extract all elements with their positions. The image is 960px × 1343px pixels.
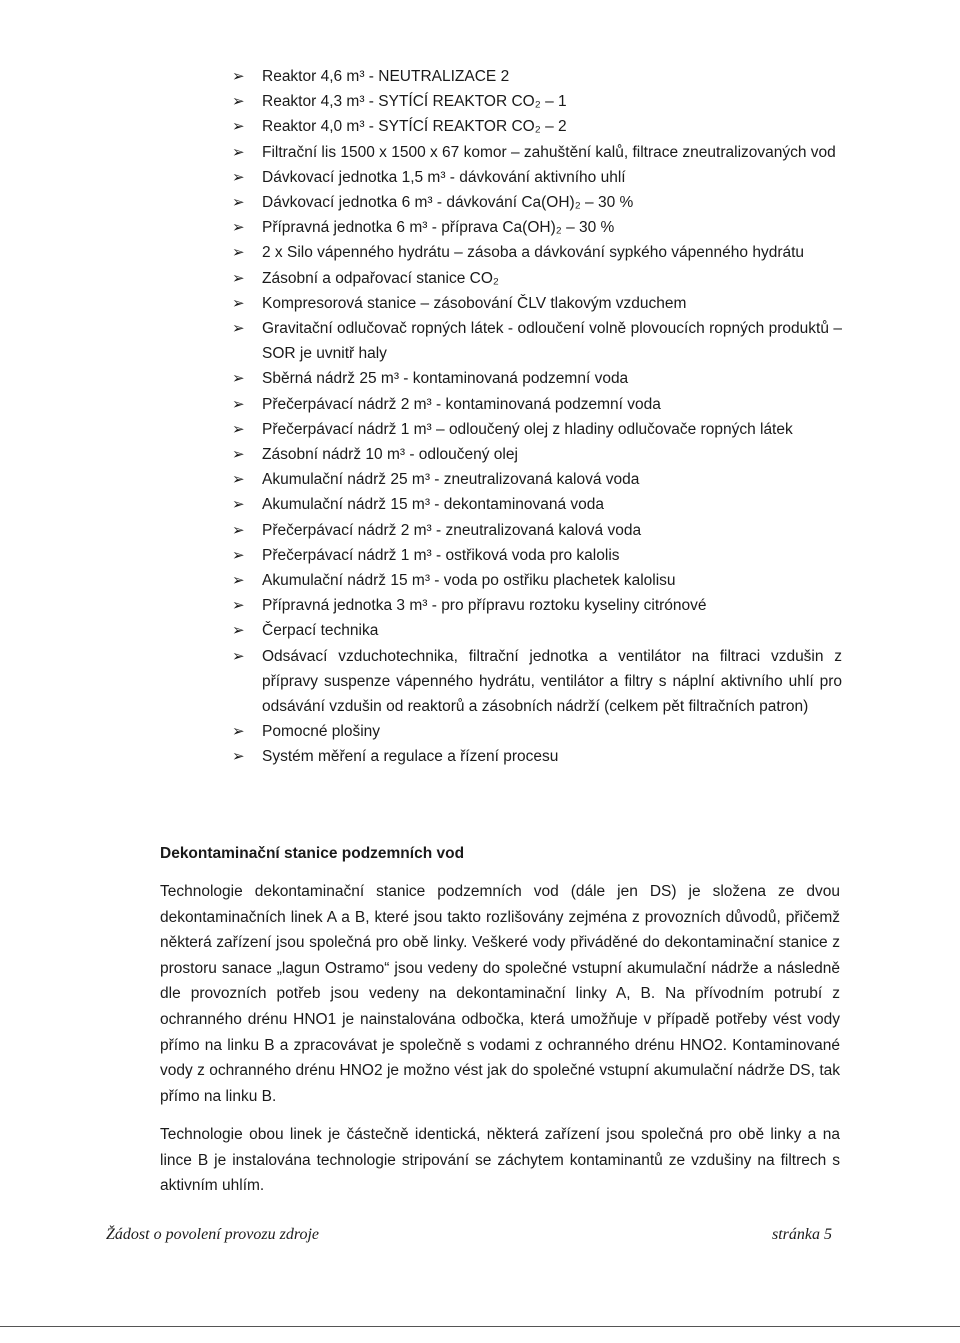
footer-divider xyxy=(0,1326,960,1327)
arrow-bullet-icon: ➢ xyxy=(232,521,245,539)
list-item: ➢ Dávkovací jednotka 6 m³ - dávkování Ca(OH)₂ – 30 % xyxy=(230,190,842,215)
list-item: ➢ Sběrná nádrž 25 m³ - kontaminovaná podzemní voda xyxy=(230,366,842,391)
list-item: ➢ Akumulační nádrž 25 m³ - zneutralizovaná kalová voda xyxy=(230,467,842,492)
arrow-bullet-icon: ➢ xyxy=(232,118,245,136)
list-item: ➢ Přečerpávací nádrž 1 m³ - ostřiková voda pro kalolis xyxy=(230,543,842,568)
arrow-bullet-icon: ➢ xyxy=(232,546,245,564)
arrow-bullet-icon: ➢ xyxy=(232,194,245,212)
arrow-bullet-icon: ➢ xyxy=(232,622,245,640)
list-item: ➢ 2 x Silo vápenného hydrátu – zásoba a dávkování sypkého vápenného hydrátu xyxy=(230,240,842,265)
list-item: ➢ Přípravná jednotka 6 m³ - příprava Ca(OH)₂ – 30 % xyxy=(230,215,842,240)
arrow-bullet-icon: ➢ xyxy=(232,269,245,287)
arrow-bullet-icon: ➢ xyxy=(232,723,245,741)
list-item: ➢ Přečerpávací nádrž 2 m³ - kontaminovaná podzemní voda xyxy=(230,392,842,417)
arrow-bullet-icon: ➢ xyxy=(232,496,245,514)
arrow-bullet-icon: ➢ xyxy=(232,395,245,413)
paragraph-2: Technologie obou linek je částečně identická, některá zařízení jsou společná pro obě linky a na lince B je instalována technologie stripování se záchytem kontaminantů ze vzdušiny na filtrech s aktivním uhlím. xyxy=(160,1126,840,1195)
list-item: ➢ Zásobní a odpařovací stanice CO₂ xyxy=(230,266,842,291)
list-item: ➢ Přečerpávací nádrž 2 m³ - zneutralizovaná kalová voda xyxy=(230,518,842,543)
list-item: ➢ Dávkovací jednotka 1,5 m³ - dávkování aktivního uhlí xyxy=(230,165,842,190)
arrow-bullet-icon: ➢ xyxy=(232,168,245,186)
arrow-bullet-icon: ➢ xyxy=(232,244,245,262)
arrow-bullet-icon: ➢ xyxy=(232,420,245,438)
arrow-bullet-icon: ➢ xyxy=(232,647,245,665)
arrow-bullet-icon: ➢ xyxy=(232,748,245,766)
list-item: ➢ Reaktor 4,3 m³ - SYTÍCÍ REAKTOR CO₂ – 1 xyxy=(230,89,842,114)
footer-page-number: stránka 5 xyxy=(772,1226,832,1243)
arrow-bullet-icon: ➢ xyxy=(232,219,245,237)
arrow-bullet-icon: ➢ xyxy=(232,370,245,388)
arrow-bullet-icon: ➢ xyxy=(232,446,245,464)
list-item: ➢ Reaktor 4,0 m³ - SYTÍCÍ REAKTOR CO₂ – 2 xyxy=(230,114,842,139)
list-item: ➢ Pomocné plošiny xyxy=(230,719,842,744)
list-item: ➢ Čerpací technika xyxy=(230,618,842,643)
list-item: ➢ Kompresorová stanice – zásobování ČLV tlakovým vzduchem xyxy=(230,291,842,316)
section-heading: Dekontaminační stanice podzemních vod xyxy=(160,845,465,862)
arrow-bullet-icon: ➢ xyxy=(232,93,245,111)
list-item: ➢ Zásobní nádrž 10 m³ - odloučený olej xyxy=(230,442,842,467)
list-item: ➢ Gravitační odlučovač ropných látek - odloučení volně plovoucích ropných produktů – SOR je uvnitř haly xyxy=(230,316,842,366)
list-item: ➢ Přečerpávací nádrž 1 m³ – odloučený olej z hladiny odlučovače ropných látek xyxy=(230,417,842,442)
footer-document-title: Žádost o povolení provozu zdroje xyxy=(106,1226,320,1243)
arrow-bullet-icon: ➢ xyxy=(232,294,245,312)
list-item: ➢ Odsávací vzduchotechnika, filtrační jednotka a ventilátor na filtraci vzdušin z přípravy suspenze vápenného hydrátu, ventilátor a filtry s náplní aktivního uhlí pro odsávání vzdušin od reaktorů a zásobních nádrží (celkem pět filtračních patron) xyxy=(230,644,842,720)
arrow-bullet-icon: ➢ xyxy=(232,143,245,161)
list-item: ➢ Přípravná jednotka 3 m³ - pro přípravu roztoku kyseliny citrónové xyxy=(230,593,842,618)
arrow-bullet-icon: ➢ xyxy=(232,320,245,338)
list-item: ➢ Akumulační nádrž 15 m³ - voda po ostřiku plachetek kalolisu xyxy=(230,568,842,593)
list-item: ➢ Reaktor 4,6 m³ - NEUTRALIZACE 2 xyxy=(230,64,842,89)
arrow-bullet-icon: ➢ xyxy=(232,68,245,85)
equipment-list xyxy=(230,64,842,770)
paragraph-1: Technologie dekontaminační stanice podzemních vod (dále jen DS) je složena ze dvou dekontaminačních linek A a B, které jsou takto rozlišovány zejména z provozních důvodů, přičemž některá zařízení jsou společná pro obě linky. Veškeré vody přiváděné do dekontaminační stanice z prostoru sanace „lagun Ostramo“ jsou vedeny do společné vstupní akumulační nádrže a následně dle provozních potřeb jsou vedeny na dekontaminační linky A, B. Na přívodním potrubí z ochranného drénu HNO1 je nainstalována odbočka, která umožňuje v případě potřeby vést vody přímo na linku B a zpracovávat je společně s vodami z ochranného drénu HNO2. Kontaminované vody z ochranného drénu HNO2 je možno vést jak do společné vstupní akumulační nádrže DS, tak přímo na linku B. xyxy=(160,883,840,1105)
list-item: ➢ Systém měření a regulace a řízení procesu xyxy=(230,744,842,769)
arrow-bullet-icon: ➢ xyxy=(232,572,245,590)
list-item: ➢ Filtrační lis 1500 x 1500 x 67 komor – zahuštění kalů, filtrace zneutralizovaných vod xyxy=(230,140,842,165)
list-item: ➢ Akumulační nádrž 15 m³ - dekontaminovaná voda xyxy=(230,492,842,517)
arrow-bullet-icon: ➢ xyxy=(232,597,245,615)
arrow-bullet-icon: ➢ xyxy=(232,471,245,489)
